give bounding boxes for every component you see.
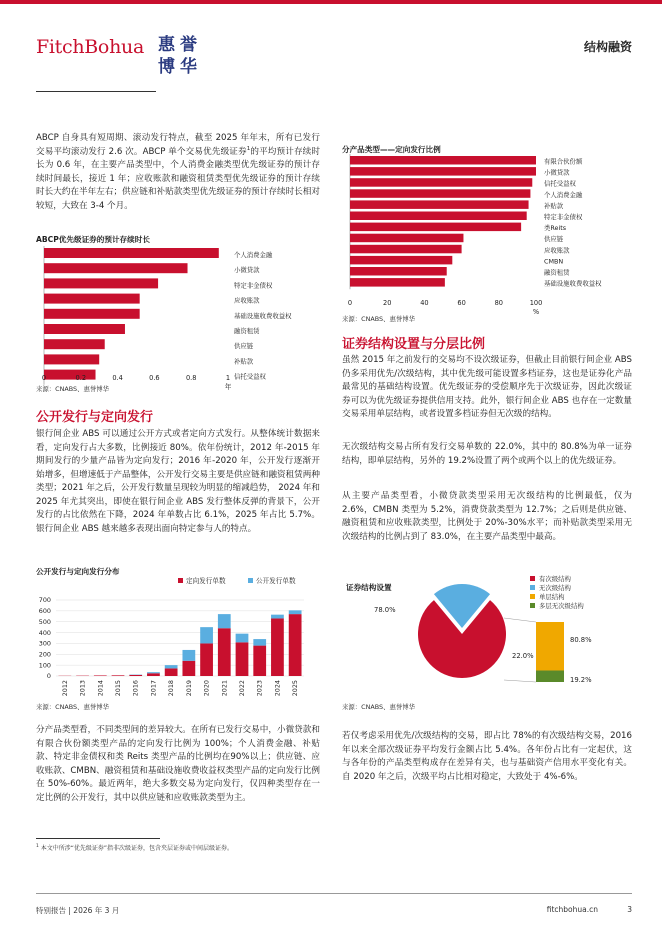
bar-category-label: CMBN (544, 257, 564, 266)
bar (44, 294, 140, 304)
x-tick-label: 0 (347, 299, 353, 307)
footer-page-number: 3 (627, 905, 632, 914)
x-tick-label: 0.2 (75, 374, 87, 382)
x-tick-label: 2014 (96, 680, 105, 697)
x-tick-label: 0.6 (149, 374, 160, 382)
bar-category-label: 特定非金债权 (234, 281, 273, 290)
x-tick-label: 40 (420, 299, 429, 307)
stack-label: 80.8% (570, 636, 592, 644)
top-accent-bar (0, 0, 662, 4)
bar-segment (94, 675, 107, 676)
paragraph-public-private: 银行间企业 ABS 可以通过公开方式或者定向方式发行。从整体统计数据来看，定向发行占大多数，比例接近 80%。依年份统计，2012 年-2015 年期间发行的少量产品皆为定向发行；2016 年-2020 年，公开发行逐渐开始增多，但增速低于产品整体，公开发行交易主要是供应链和融资租赁两种类型；2021 年之后，公开发行数量呈现较为明显的缩减趋势， 2024 年和 2025 年尤其突出，即使在银行间企业 ABS 发行整体反弹的背景下，公开发行的占比依然在下降，2024 年单数占比 6.1%，2025 年占比 5.7%。银行间企业 ABS 越来越多表现出面向特定参与人的特点。 (36, 429, 320, 534)
bar-category-label: 有限合伙份额 (544, 157, 583, 166)
bar-segment (218, 628, 231, 676)
x-tick-label: 0.8 (185, 374, 197, 382)
x-unit-label: 年 (224, 383, 232, 391)
heading-structure: 证券结构设置与分层比例 (342, 337, 486, 352)
bar-segment (200, 643, 213, 676)
paragraph-subordinate: 若仅考虑采用优先/次级结构的交易，即占比 78%的有次级结构交易，2016 年以来全部次级证券平均发行金额占比 5.4%。各年份占比有一定起伏，这与各年份的产品类型构成存在差异有关，也与基础资产信用水平变化有关。自 2020 年之后，次级平均占比相对稳定，大致处于 4%-6%。 (342, 731, 632, 782)
legend-label: 单层结构 (539, 593, 565, 601)
bar-segment (289, 610, 302, 614)
bar (44, 324, 125, 334)
x-tick-label: 0.4 (112, 374, 123, 382)
chart-issuance-distribution (30, 574, 322, 702)
bar-category-label: 补贴款 (234, 357, 254, 366)
legend-label: 无次级结构 (539, 584, 571, 592)
chart-structure-title: 证券结构设置 (346, 583, 392, 592)
bar-segment (253, 646, 266, 676)
bar-segment (182, 650, 195, 661)
bar-category-label: 个人消费金融 (544, 190, 583, 199)
bar-category-label: 小微贷款 (234, 266, 260, 275)
bar (350, 200, 529, 209)
y-tick-label: 500 (38, 617, 51, 626)
logo-seal (154, 30, 206, 82)
y-tick-label: 600 (38, 607, 51, 616)
bar (350, 156, 536, 165)
x-tick-label: 2022 (238, 680, 246, 697)
bar (350, 256, 452, 265)
legend-swatch (530, 585, 535, 590)
chart-private-ratio-title: 分产品类型——定向发行比例 (342, 145, 441, 154)
x-tick-label: 2023 (255, 680, 264, 697)
y-tick-label: 100 (38, 661, 51, 670)
stack-label: 19.2% (570, 676, 592, 684)
chart-issuance-source: 来源：CNABS、惠誉博华 (36, 703, 110, 711)
paragraph-abcp-part1: ABCP 自身具有短周期、滚动发行特点，截至 2025 年年末，所有已发行交易平均滚动发行 2.6 次。ABCP 单个交易优先级证券 (36, 133, 320, 157)
logo-wordmark: FitchBohua (36, 36, 144, 58)
bar-category-label: 供应链 (234, 342, 254, 351)
legend-swatch (530, 576, 535, 581)
x-tick-label: 20 (383, 299, 392, 307)
bar-category-label: 信托受益权 (544, 179, 576, 188)
chart-abcp-source: 来源：CNABS、惠誉博华 (36, 385, 110, 393)
bar-category-label: 个人消费金融 (234, 251, 273, 259)
x-tick-label: 2017 (149, 680, 158, 697)
x-tick-label: 100 (529, 299, 543, 307)
bar (350, 267, 447, 276)
legend-label: 定向发行单数 (186, 577, 226, 585)
connector-line (504, 680, 536, 682)
x-tick-label: 2012 (60, 680, 69, 697)
chart-private-ratio-source: 来源：CNABS、惠誉博华 (342, 315, 416, 323)
footnote-number: 1 (36, 844, 39, 849)
bar (44, 278, 158, 288)
x-tick-label: 2020 (202, 680, 211, 697)
x-tick-label: 1 (225, 374, 231, 382)
logo-char-3: 博 (158, 57, 175, 77)
x-tick-label: 2019 (184, 680, 193, 697)
y-tick-label: 300 (38, 639, 51, 648)
bar-segment (236, 642, 249, 676)
bar-segment (129, 675, 142, 676)
y-tick-label: 700 (38, 596, 51, 605)
bar-segment (253, 639, 266, 646)
y-tick-label: 0 (46, 672, 51, 681)
bar-segment (147, 673, 160, 676)
bar (350, 245, 462, 254)
bar (350, 189, 530, 198)
logo-char-1: 惠 (158, 35, 175, 55)
chart-structure-setting (342, 572, 632, 702)
bar-segment (165, 668, 178, 676)
connector-line (504, 618, 536, 622)
x-tick-label: 2015 (114, 680, 122, 697)
chart-abcp-duration (36, 244, 326, 394)
bar (350, 234, 463, 243)
paragraph-structure-2: 无次级结构交易占所有发行交易单数的 22.0%，其中的 80.8%为单一证券结构，即单层结构，另外的 19.2%设置了两个或两个以上的优先级证券。 (342, 442, 632, 466)
chart-private-ratio (342, 154, 632, 316)
x-tick-label: 2021 (220, 680, 229, 697)
bar-segment (200, 627, 213, 643)
paragraph-abcp (36, 132, 320, 213)
bar-category-label: 融资租赁 (544, 268, 570, 277)
bar (350, 178, 532, 187)
bar (44, 354, 99, 364)
paragraph-product-types: 分产品类型看，不同类型间的差异较大。在所有已发行交易中，小微贷款和有限合伙份额类型产品的定向发行比例为 100%；个人消费金融、补贴款、特定非金债权和类 Reits 类型产品的比例均在90%以上；供应链、应收账款、CMBN、融资租赁和基础设施收费收益权类型产品的定向发行比例在 50%-60%。最近两年，绝大多数交易为定向发行，仅四种类型存在一定比例的公开发行，其中以供应链和应收账款类型为主。 (36, 725, 320, 803)
pie-label: 22.0% (512, 652, 534, 660)
x-tick-label: 2016 (131, 680, 140, 697)
pie-label: 78.0% (374, 606, 396, 614)
paragraph-structure-3: 从主要产品类型看，小微贷款类型采用无次级结构的比例最低，仅为 2.6%，CMBN 类型为 5.2%，消费贷款类型为 12.7%；之后则是供应链、融资租赁和应收账款类型，比例处于 20%-30%水平；而补贴款类型采用无次级结构的比例占到了 83.0%，在主要产品类型中最高。 (342, 491, 632, 542)
bar-segment (147, 672, 160, 673)
bar (350, 278, 445, 287)
chart-structure-source: 来源：CNABS、惠誉博华 (342, 703, 416, 711)
bar-category-label: 补贴款 (544, 201, 564, 210)
bar-segment (271, 615, 284, 619)
section-title: 结构融资 (583, 40, 632, 54)
bar-segment (218, 614, 231, 628)
bar-segment (271, 618, 284, 676)
chart-issuance-title: 公开发行与定向发行分布 (36, 567, 120, 576)
stack-segment (536, 622, 564, 670)
bar-segment (289, 614, 302, 676)
bar (41, 370, 96, 382)
legend-swatch (248, 578, 253, 583)
heading-public-private: 公开发行与定向发行 (36, 410, 154, 425)
bar-category-label: 小微贷款 (544, 168, 570, 177)
legend-swatch (530, 594, 535, 599)
footnote (36, 843, 233, 852)
legend-swatch (178, 578, 183, 583)
legend-label: 多层无次级结构 (539, 602, 584, 610)
bar-category-label: 供应链 (544, 235, 564, 244)
bar-category-label: 应收账款 (234, 296, 260, 305)
footer-report-date: 特别报告 | 2026 年 3 月 (36, 906, 120, 915)
x-tick-label: 0 (41, 374, 47, 382)
footnote-rule (36, 838, 160, 839)
bar (44, 339, 105, 349)
fitchbohua-logo[interactable] (36, 30, 216, 80)
bar-segment (236, 634, 249, 643)
footnote-ref[interactable]: 1 (246, 145, 251, 152)
x-tick-label: 2024 (273, 680, 282, 697)
legend-label: 有次级结构 (539, 575, 571, 583)
y-tick-label: 200 (38, 650, 51, 659)
x-tick-label: 2018 (167, 680, 176, 697)
x-tick-label: 2013 (78, 680, 87, 697)
bar (350, 167, 536, 176)
logo-char-2: 誉 (180, 35, 197, 55)
x-tick-label: 2025 (291, 680, 300, 697)
bar-category-label: 应收账款 (544, 246, 570, 255)
chart-abcp-title: ABCP优先级证券的预计存续时长 (36, 235, 150, 244)
bar-category-label: 融资租赁 (234, 327, 260, 335)
bar-category-label: 基础设施收费收益权 (234, 311, 292, 320)
bar-segment (112, 675, 125, 676)
legend-swatch (530, 603, 535, 608)
logo-char-4: 华 (180, 57, 197, 77)
bar (44, 263, 188, 273)
bar-segment (182, 661, 195, 676)
bar (44, 309, 140, 319)
legend-label: 公开发行单数 (256, 577, 296, 585)
footnote-text: 本文中所涉“优先级证券”指非次级证券，包含夹层证券或中间层级证券。 (40, 845, 234, 852)
bar (350, 223, 521, 232)
bar-category-label: 类Reits (544, 224, 567, 233)
bar-category-label: 特定非金债权 (544, 213, 583, 221)
footer-rule (36, 893, 632, 894)
bar-category-label: 基础设施收费收益权 (544, 279, 602, 288)
footer-website-link[interactable]: fitchbohua.cn (546, 905, 598, 914)
header-rule (36, 91, 156, 92)
paragraph-abcp-part2: 的平均预计存续时长为 0.6 年，在主要产品类型中，个人消费金融类型优先级证券的预计存续时间最长，接近 1 年；应收账款和融资租赁类型优先级证券的预计存续时长大约在半年左右；供应链和补贴款类型优先级证券的预计存续时长相对较短，大致在 3-4 个月。 (36, 146, 320, 211)
paragraph-structure-1: 虽然 2015 年之前发行的交易均不设次级证券，但截止目前银行间企业 ABS 仍多采用优先/次级结构，其中优先级可能设置多档证券，这也是证券化产品最常见的基础结构设置。优先级证券的受偿顺序先于次级证券，因此次级证券可以为优先级证券提供信用支持。此外，银行间企业 ABS 也存在一定数量交易采用单层结构，或者设置多档证券但无次级的结构。 (342, 355, 632, 419)
x-tick-label: 80 (494, 299, 503, 307)
y-tick-label: 400 (38, 628, 51, 637)
stack-segment (536, 670, 564, 682)
bar-segment (165, 665, 178, 668)
x-tick-label: 60 (457, 299, 466, 307)
bar (350, 212, 527, 221)
bar (44, 248, 219, 258)
x-unit-label: % (532, 308, 540, 316)
bar-category-label: 信托受益权 (234, 372, 266, 381)
